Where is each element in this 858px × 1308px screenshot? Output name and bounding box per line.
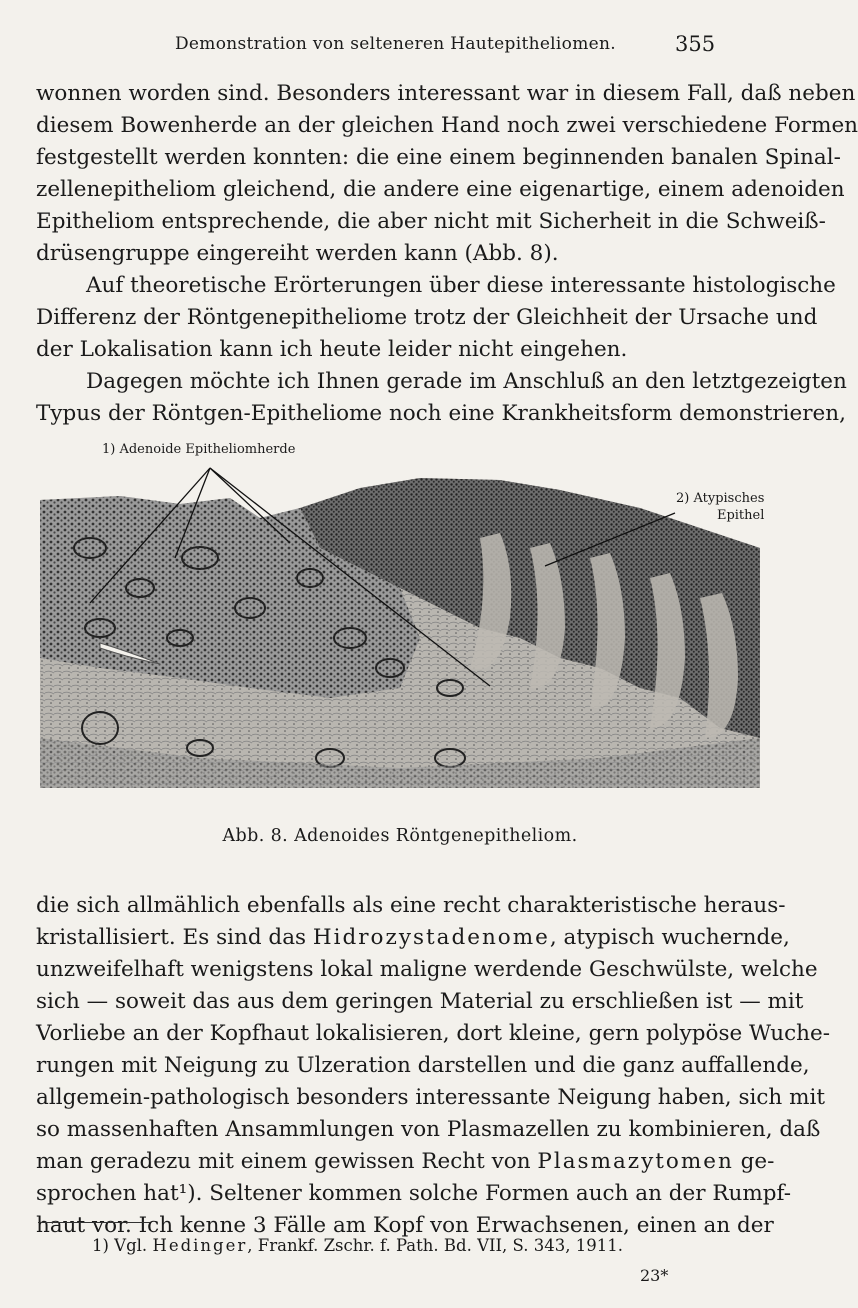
printer-signature: 23*: [640, 1266, 669, 1285]
figure-caption: Abb. 8. Adenoides Röntgenepitheliom.: [222, 826, 578, 846]
footnote: [92, 1236, 623, 1255]
text-line: drüsengruppe eingereiht werden kann (Abb. 8).: [36, 241, 559, 266]
text-line: [36, 922, 790, 954]
text-line: haut vor. Ich kenne 3 Fälle am Kopf von Erwachsenen, einen an der: [36, 1213, 774, 1238]
text-line: der Lokalisation kann ich heute leider nicht eingehen.: [36, 337, 628, 362]
text-run: , atypisch wuchernde,: [549, 925, 790, 950]
running-title: Demonstration von selteneren Hautepitheliomen.: [175, 34, 616, 54]
text-line: [36, 1146, 775, 1178]
emphasized-term: Hidrozystadenome: [312, 925, 550, 950]
text-line: die sich allmählich ebenfalls als eine recht charakteristische heraus-: [36, 893, 786, 918]
text-line: zellenepitheliom gleichend, die andere eine eigenartige, einem adenoiden: [36, 177, 845, 202]
text-line: Auf theoretische Erörterungen über diese interessante histologische: [86, 273, 836, 298]
text-line: festgestellt werden konnten: die eine einem beginnenden banalen Spinal-: [36, 145, 841, 170]
text-line: Vorliebe an der Kopfhaut lokalisieren, dort kleine, gern polypöse Wuche-: [36, 1021, 830, 1046]
figure-label-atypical-line2: Epithel: [716, 508, 765, 523]
figure-label-adenoid: 1) Adenoide Epitheliomherde: [102, 442, 296, 457]
emphasized-term: Plasmazytomen: [537, 1149, 734, 1174]
text-line: Typus der Röntgen-Epitheliome noch eine Krankheitsform demonstrieren,: [36, 401, 846, 426]
footnote-reference: , Frankf. Zschr. f. Path. Bd. VII, S. 343, 1911.: [247, 1236, 623, 1255]
text-run: ge-: [733, 1149, 775, 1174]
footnote-marker: 1) Vgl.: [92, 1236, 153, 1255]
text-run: kristallisiert. Es sind das: [36, 925, 313, 950]
text-line: Dagegen möchte ich Ihnen gerade im Anschluß an den letztgezeigten: [86, 369, 847, 394]
footnote-rule: [38, 1222, 150, 1223]
page-number: 355: [675, 32, 716, 56]
footnote-author: Hedinger: [152, 1236, 248, 1255]
text-line: rungen mit Neigung zu Ulzeration darstellen und die ganz auffallende,: [36, 1053, 810, 1078]
text-line: Epitheliom entsprechende, die aber nicht mit Sicherheit in die Schweiß-: [36, 209, 826, 234]
text-line: sprochen hat¹). Seltener kommen solche Formen auch an der Rumpf-: [36, 1181, 791, 1206]
text-line: sich — soweit das aus dem geringen Material zu erschließen ist — mit: [36, 989, 804, 1014]
body-text-bottom: [36, 890, 830, 1242]
figure-label-atypical-line1: 2) Atypisches: [676, 491, 765, 506]
figure-abb-8: [0, 438, 800, 858]
figure-label-atypical: [676, 490, 764, 524]
text-line: wonnen worden sind. Besonders interessant war in diesem Fall, daß neben: [36, 81, 856, 106]
text-line: Differenz der Röntgenepitheliome trotz der Gleichheit der Ursache und: [36, 305, 818, 330]
body-text-top: [36, 78, 858, 430]
text-line: allgemein-pathologisch besonders interessante Neigung haben, sich mit: [36, 1085, 826, 1110]
running-head: [0, 30, 800, 60]
text-line: unzweifelhaft wenigstens lokal maligne werdende Geschwülste, welche: [36, 957, 818, 982]
text-run: man geradezu mit einem gewissen Recht von: [36, 1149, 538, 1174]
text-line: so massenhaften Ansammlungen von Plasmazellen zu kombinieren, daß: [36, 1117, 821, 1142]
text-line: diesem Bowenherde an der gleichen Hand noch zwei verschiedene Formen: [36, 113, 858, 138]
